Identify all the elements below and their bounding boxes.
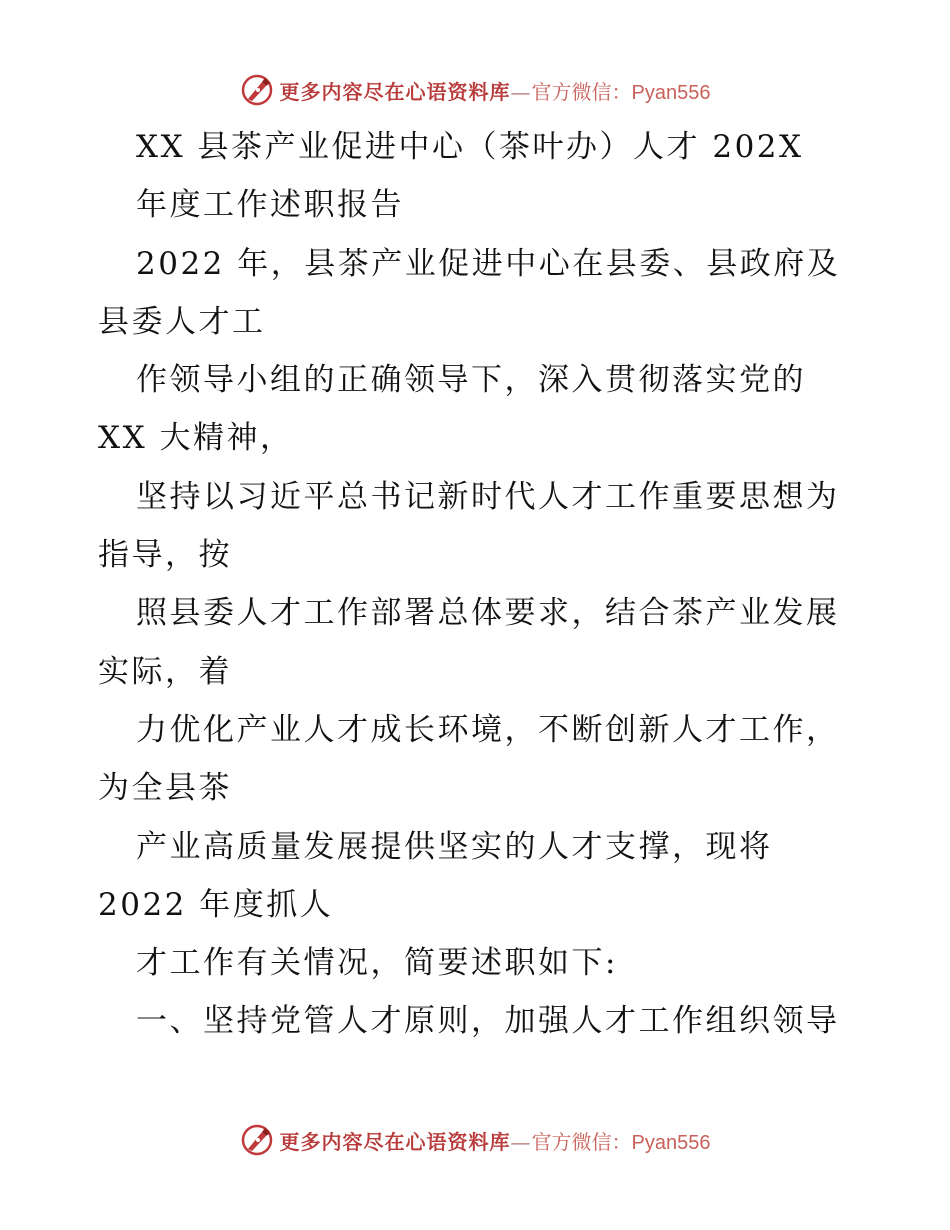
paragraph-line: 年度工作述职报告 <box>136 187 404 224</box>
paragraph-line: XX 县茶产业促进中心（茶叶办）人才 202X <box>136 129 804 165</box>
paragraph-line: 照县委人才工作部署总体要求，结合茶产业发展 <box>136 595 840 632</box>
watermark-brand: 更多内容尽在心语资料库 <box>279 79 511 104</box>
paragraph-line: 指导，按 <box>98 537 232 574</box>
paragraph-line: 产业高质量发展提供坚实的人才支撑，现将 <box>136 828 773 865</box>
paragraph-line: 为全县茶 <box>98 770 232 807</box>
watermark-contact: 官方微信：Pyan556 <box>531 1131 711 1154</box>
paragraph-line: 县委人才工 <box>98 303 266 340</box>
paragraph-line: 2022 年，县茶产业促进中心在县委、县政府及 <box>136 245 841 282</box>
watermark-text <box>280 76 711 105</box>
paragraph-line: 力优化产业人才成长环境，不断创新人才工作， <box>136 711 840 748</box>
paragraph-line: 一、坚持党管人才原则，加强人才工作组织领导 <box>136 1003 840 1040</box>
watermark-contact: 官方微信：Pyan556 <box>531 81 711 104</box>
paragraph-line: 实际，着 <box>98 653 232 690</box>
watermark-text <box>280 1126 711 1155</box>
watermark-separator: — <box>510 79 532 104</box>
footer-watermark <box>0 1120 950 1160</box>
header-watermark <box>0 70 950 110</box>
paragraph-line: XX 大精神， <box>98 420 294 457</box>
paragraph-line: 作领导小组的正确领导下，深入贯彻落实党的 <box>136 362 806 399</box>
paragraph-line: 坚持以习近平总书记新时代人才工作重要思想为 <box>136 478 840 515</box>
paragraph-line: 2022 年度抓人 <box>98 886 334 923</box>
document-body <box>98 118 858 1051</box>
pen-nib-logo-icon <box>240 1123 274 1157</box>
pen-nib-logo-icon <box>240 73 274 107</box>
watermark-brand: 更多内容尽在心语资料库 <box>279 1129 511 1154</box>
watermark-separator: — <box>510 1129 532 1154</box>
paragraph-line: 才工作有关情况，简要述职如下: <box>136 945 618 982</box>
